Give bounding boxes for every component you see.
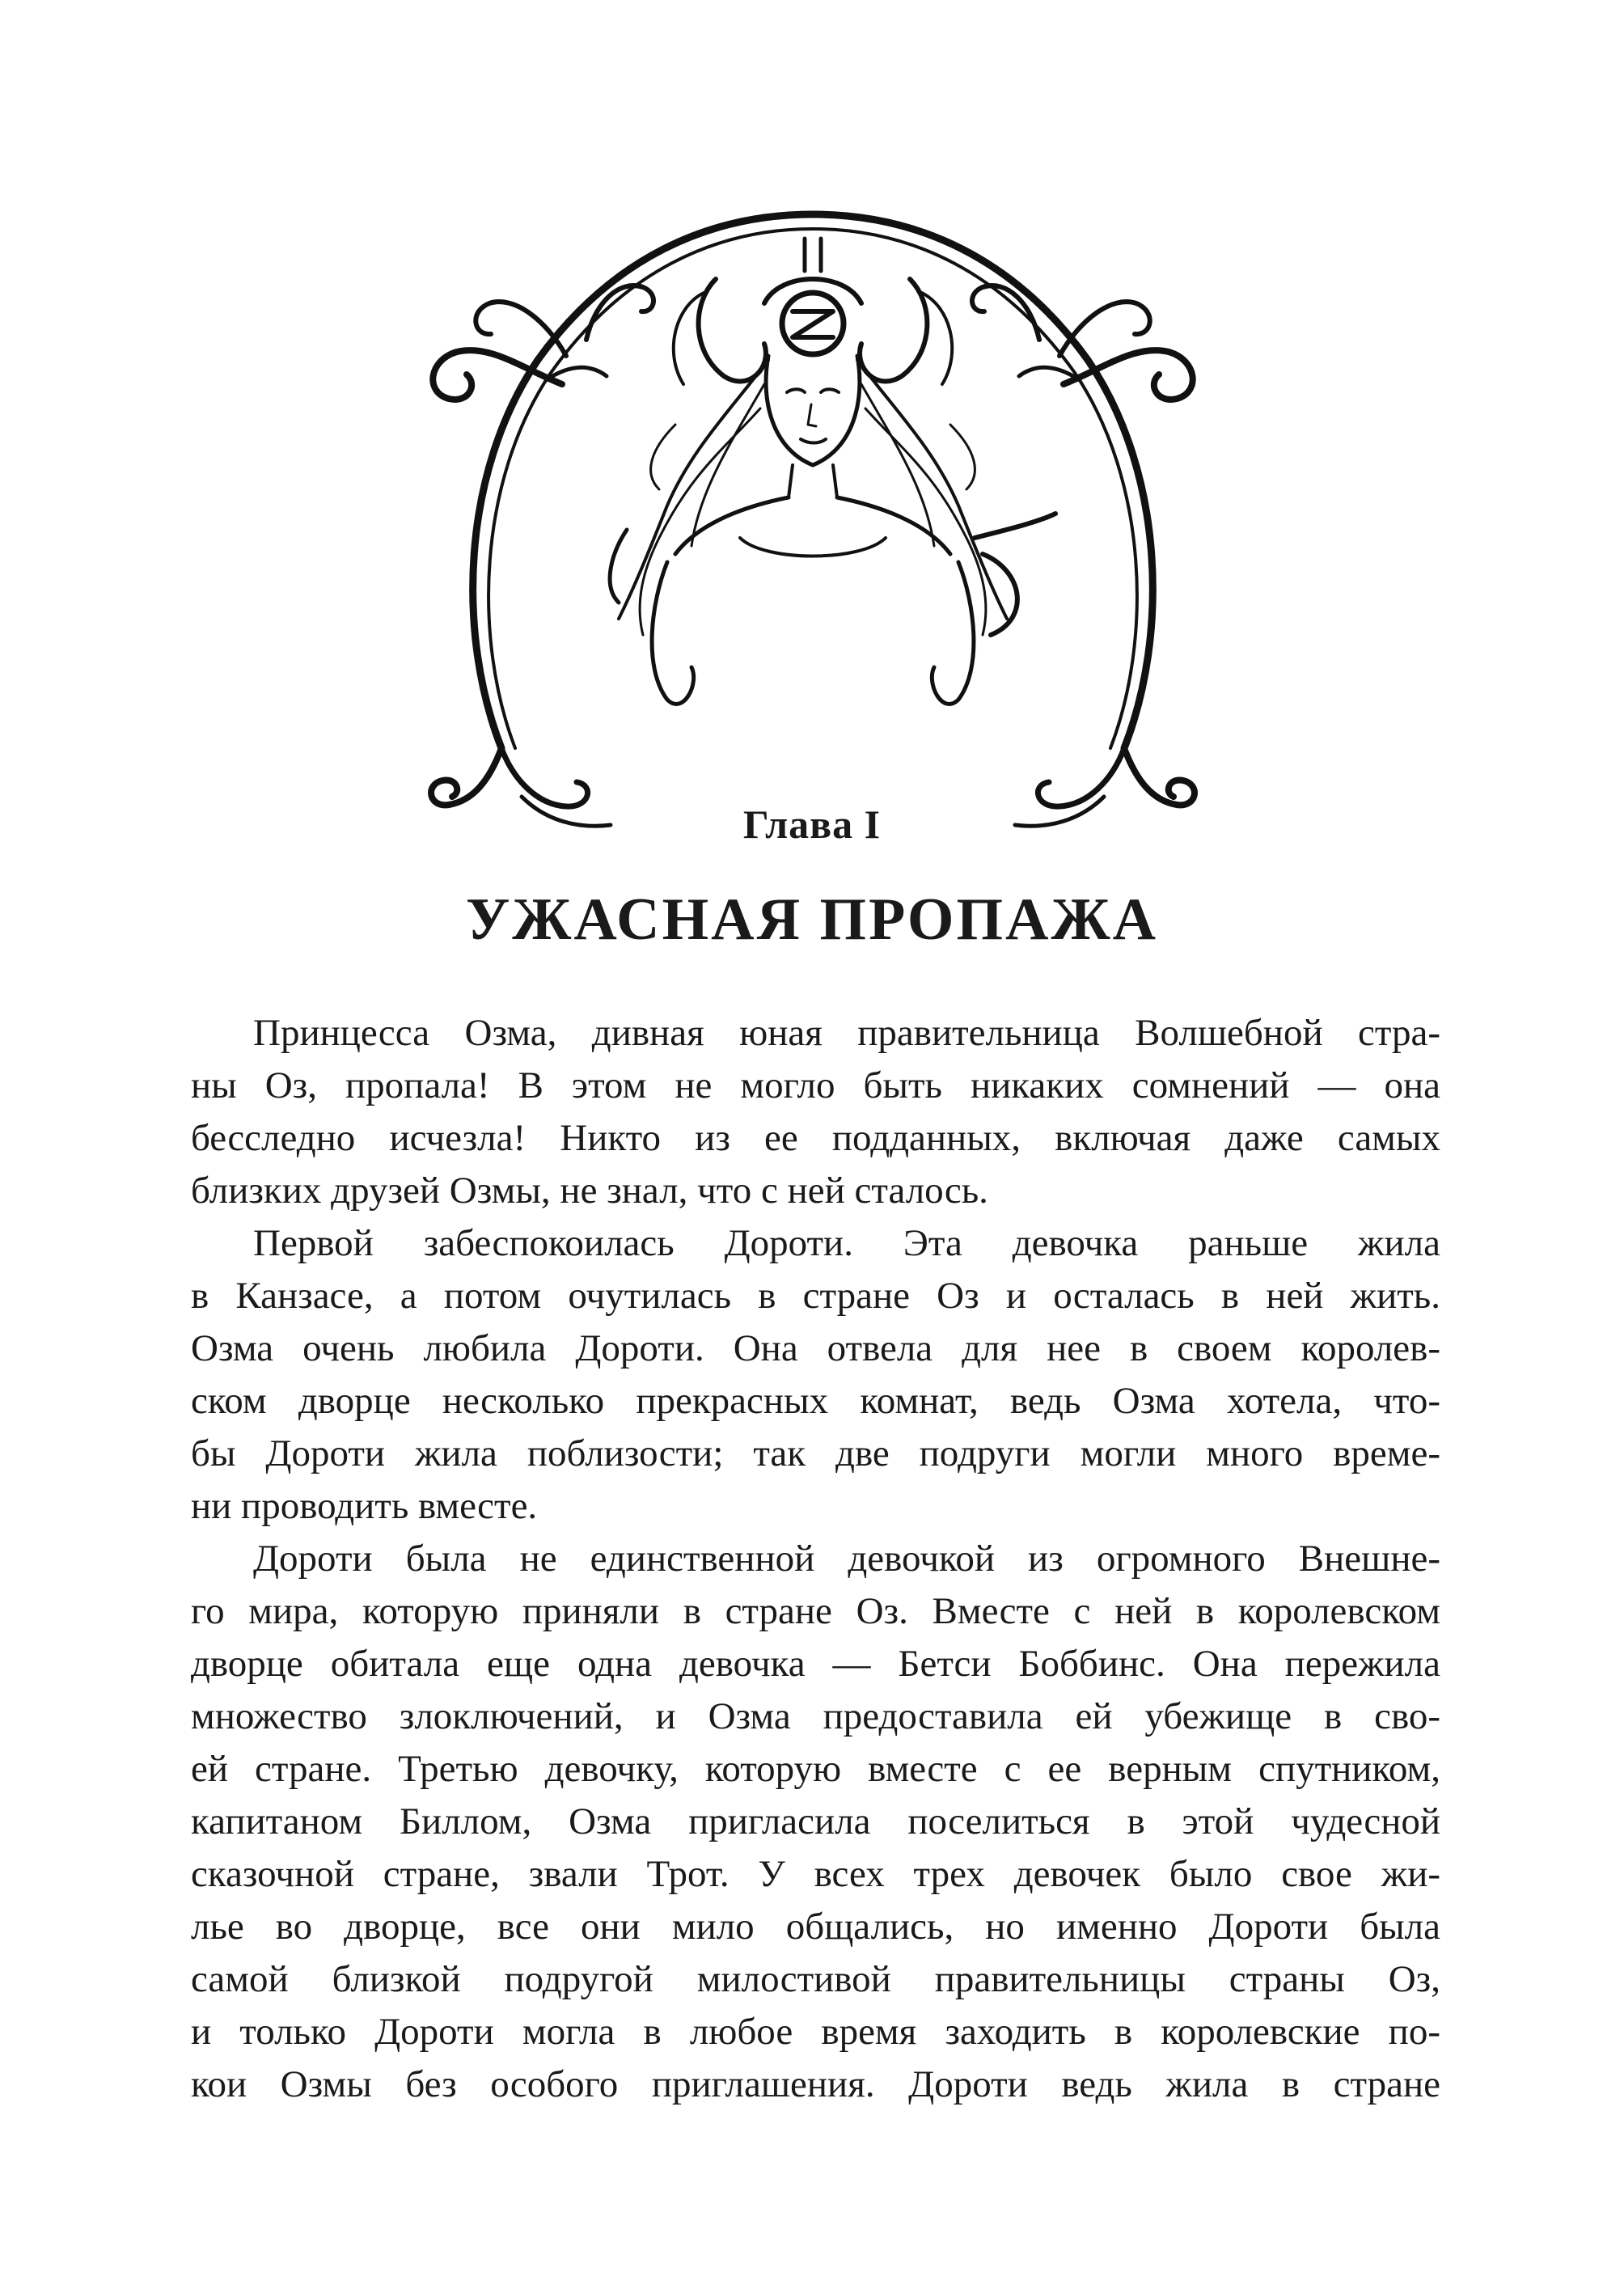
text-line: Дороти была не единственной девочкой из огромного Внешне- <box>253 1538 1440 1580</box>
text-line: капитаном Биллом, Озма пригласила поселиться в этой чудесной <box>191 1800 1440 1842</box>
text-line: ни проводить вместе. <box>191 1485 538 1527</box>
text-line: и только Дороти могла в любое время заходить в королевские по- <box>191 2011 1440 2053</box>
princess-ozma-vignette-icon <box>425 182 1201 878</box>
text-line: ей стране. Третью девочку, которую вместе с ее верным спутником, <box>191 1748 1440 1790</box>
text-line: сказочной стране, звали Трот. У всех трех девочек было свое жи- <box>191 1853 1440 1895</box>
chapter-title: УЖАСНАЯ ПРОПАЖА <box>465 886 1159 953</box>
chapter-body <box>191 1007 1440 2111</box>
text-line: дворце обитала еще одна девочка — Бетси Боббинс. Она пережила <box>191 1643 1440 1685</box>
text-line: Первой забеспокоилась Дороти. Эта девочка раньше жила <box>253 1222 1440 1264</box>
text-line: Принцесса Озма, дивная юная правительница Волшебной стра- <box>253 1012 1440 1054</box>
text-line: множество злоключений, и Озма предоставила ей убежище в сво- <box>191 1695 1440 1737</box>
text-line: близких друзей Озмы, не знал, что с ней сталось. <box>191 1170 988 1212</box>
text-line: самой близкой подругой милостивой правительницы страны Оз, <box>191 1958 1440 2000</box>
text-line: бы Дороти жила поблизости; так две подруги могли много време- <box>191 1432 1440 1474</box>
text-line: Озма очень любила Дороти. Она отвела для нее в своем королев- <box>191 1327 1440 1369</box>
text-line: лье во дворце, все они мило общались, но именно Дороти была <box>191 1906 1440 1948</box>
text-line: го мира, которую приняли в стране Оз. Вместе с ней в королевском <box>191 1590 1440 1632</box>
text-line: в Канзасе, а потом очутилась в стране Оз и осталась в ней жить. <box>191 1275 1440 1317</box>
text-line: кои Озмы без особого приглашения. Дороти ведь жила в стране <box>191 2063 1440 2105</box>
text-line: ны Оз, пропала! В этом не могло быть никаких сомнений — она <box>191 1064 1440 1106</box>
chapter-number: Глава I <box>742 802 882 847</box>
text-line: бесследно исчезла! Никто из ее подданных, включая даже самых <box>191 1117 1440 1159</box>
text-line: ском дворце несколько прекрасных комнат, ведь Озма хотела, что- <box>191 1380 1440 1422</box>
